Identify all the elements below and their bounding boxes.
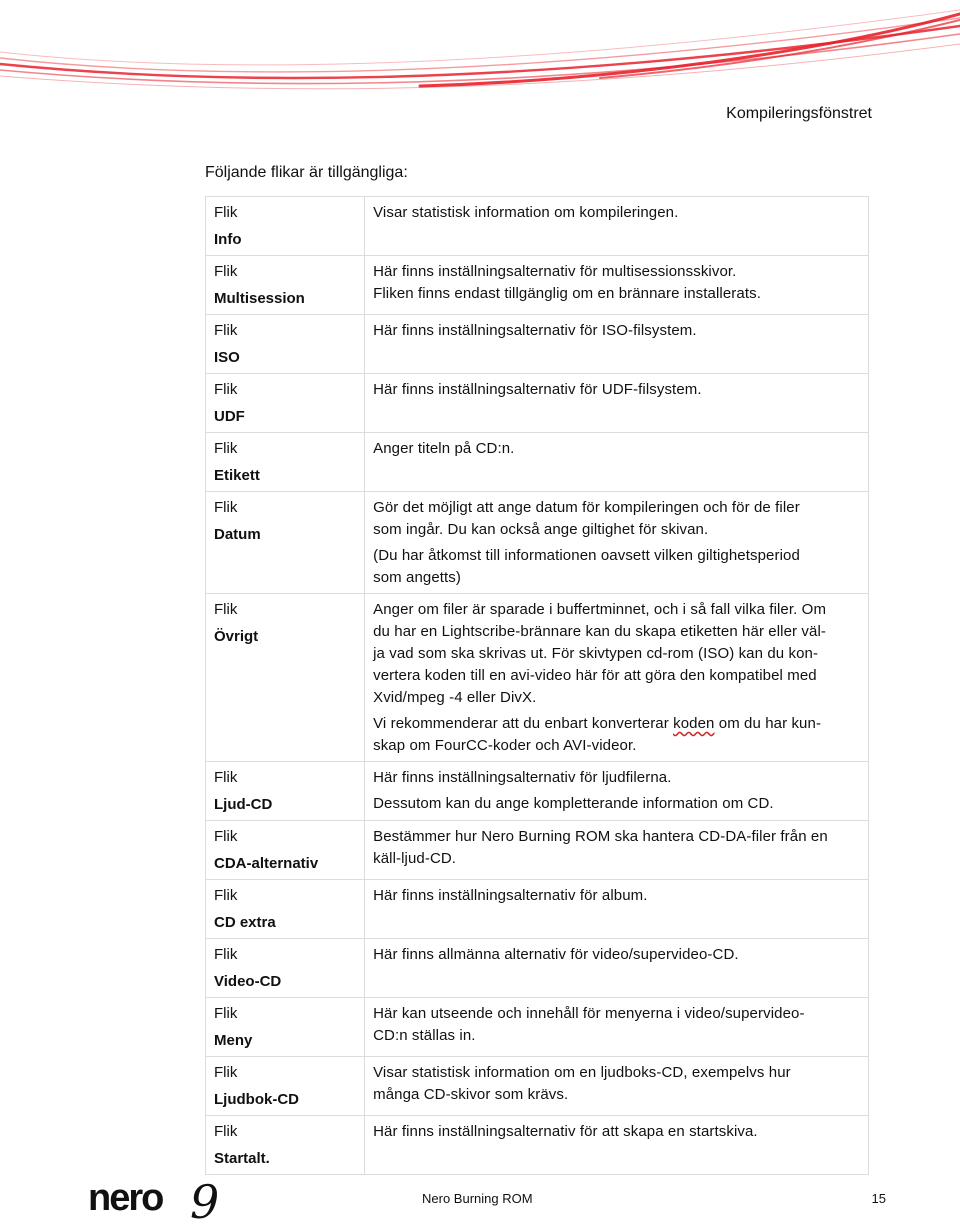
table-row — [206, 762, 869, 821]
svg-text:nero: nero — [88, 1177, 163, 1219]
flik-label: Flik — [214, 1123, 238, 1140]
description-line: CD:n ställas in. — [373, 1027, 476, 1044]
description-line: Här kan utseende och innehåll för menyerna i video/supervideo- — [373, 1005, 805, 1022]
tab-name-cell — [206, 315, 365, 374]
page-number: 15 — [871, 1191, 886, 1206]
flik-label: Flik — [214, 440, 238, 457]
tab-description-cell — [365, 880, 869, 939]
table-row — [206, 433, 869, 492]
tab-name: Ljud-CD — [214, 796, 273, 813]
header-swoosh-graphic — [0, 0, 960, 100]
flik-label: Flik — [214, 946, 238, 963]
tab-name: Video-CD — [214, 973, 282, 990]
description-line: som ingår. Du kan också ange giltighet för skivan. — [373, 521, 709, 538]
tab-name-cell — [206, 821, 365, 880]
flik-label: Flik — [214, 381, 238, 398]
tab-name-cell — [206, 256, 365, 315]
tab-description-cell — [365, 197, 869, 256]
tab-description-cell — [365, 998, 869, 1057]
table-row — [206, 939, 869, 998]
flik-label: Flik — [214, 204, 238, 221]
description-text: om du har kun- — [714, 715, 822, 732]
description-line: (Du har åtkomst till informationen oavsett vilken giltighetsperiod — [373, 547, 800, 564]
tab-description-cell — [365, 1057, 869, 1116]
intro-text: Följande flikar är tillgängliga: — [205, 164, 408, 181]
description-text: Vi rekommenderar att du enbart konverterar — [373, 715, 674, 732]
section-title: Kompileringsfönstret — [726, 105, 872, 122]
tab-description-cell — [365, 492, 869, 594]
flik-label: Flik — [214, 499, 238, 516]
svg-text:9: 9 — [190, 1176, 220, 1224]
description-line: Gör det möjligt att ange datum för kompileringen och för de filer — [373, 499, 800, 516]
description-line: Här finns inställningsalternativ för UDF-filsystem. — [373, 381, 702, 398]
flik-label: Flik — [214, 1064, 238, 1081]
spellcheck-marked-word: koden — [673, 715, 715, 732]
tab-name: Övrigt — [214, 628, 259, 645]
flik-label: Flik — [214, 887, 238, 904]
tab-name: Datum — [214, 526, 261, 543]
table-row — [206, 998, 869, 1057]
tab-name: UDF — [214, 408, 245, 425]
flik-label: Flik — [214, 1005, 238, 1022]
description-line: Här finns inställningsalternativ för ljudfilerna. — [373, 769, 672, 786]
description-line — [373, 713, 860, 735]
table-row — [206, 197, 869, 256]
description-line: som angetts) — [373, 569, 461, 586]
description-line: vertera koden till en avi-video här för att göra den kompatibel med — [373, 667, 817, 684]
tab-name: Startalt. — [214, 1150, 270, 1167]
tab-description-cell — [365, 256, 869, 315]
flik-label: Flik — [214, 263, 238, 280]
table-row — [206, 1057, 869, 1116]
tab-description-cell — [365, 594, 869, 762]
tab-description-cell — [365, 433, 869, 492]
flik-label: Flik — [214, 322, 238, 339]
description-line: Fliken finns endast tillgänglig om en brännare installerats. — [373, 285, 761, 302]
tab-name-cell — [206, 594, 365, 762]
description-line: Dessutom kan du ange kompletterande information om CD. — [373, 795, 774, 812]
flik-label: Flik — [214, 601, 238, 618]
table-row — [206, 256, 869, 315]
tab-description-cell — [365, 821, 869, 880]
tab-name: Info — [214, 231, 242, 248]
description-line: Anger om filer är sparade i buffertminnet, och i så fall vilka filer. Om — [373, 601, 827, 618]
description-line: Här finns inställningsalternativ för multisessionsskivor. — [373, 263, 737, 280]
description-line: käll-ljud-CD. — [373, 850, 457, 867]
tab-name: Etikett — [214, 467, 260, 484]
description-line: många CD-skivor som krävs. — [373, 1086, 569, 1103]
table-row — [206, 880, 869, 939]
tab-name-cell — [206, 998, 365, 1057]
tab-description-cell — [365, 374, 869, 433]
description-line: Visar statistisk information om kompileringen. — [373, 204, 679, 221]
description-line: ja vad som ska skrivas ut. För skivtypen cd-rom (ISO) kan du kon- — [373, 645, 819, 662]
tab-name-cell — [206, 492, 365, 594]
tab-name: CD extra — [214, 914, 276, 931]
tab-name: Meny — [214, 1032, 253, 1049]
tab-name: CDA-alternativ — [214, 855, 319, 872]
description-line: du har en Lightscribe-brännare kan du skapa etiketten här eller väl- — [373, 623, 826, 640]
description-line: Här finns inställningsalternativ för ISO-filsystem. — [373, 322, 697, 339]
table-row — [206, 594, 869, 762]
description-line: Xvid/mpeg -4 eller DivX. — [373, 689, 537, 706]
tab-name-cell — [206, 880, 365, 939]
description-line: Här finns allmänna alternativ för video/supervideo-CD. — [373, 946, 739, 963]
flik-label: Flik — [214, 769, 238, 786]
tab-description-cell — [365, 939, 869, 998]
tab-name: ISO — [214, 349, 240, 366]
description-line: Visar statistisk information om en ljudboks-CD, exempelvs hur — [373, 1064, 791, 1081]
tabs-table — [205, 196, 869, 1175]
description-line: Här finns inställningsalternativ för album. — [373, 887, 648, 904]
tab-description-cell — [365, 1116, 869, 1175]
table-row — [206, 374, 869, 433]
description-line: skap om FourCC-koder och AVI-videor. — [373, 737, 637, 754]
table-row — [206, 315, 869, 374]
table-row — [206, 1116, 869, 1175]
table-row — [206, 492, 869, 594]
tab-name: Ljudbok-CD — [214, 1091, 299, 1108]
tab-description-cell — [365, 762, 869, 821]
nero-9-logo — [88, 1176, 228, 1224]
footer-product-name: Nero Burning ROM — [422, 1191, 533, 1206]
tab-name-cell — [206, 1116, 365, 1175]
tab-description-cell — [365, 315, 869, 374]
tab-name-cell — [206, 1057, 365, 1116]
tab-name-cell — [206, 433, 365, 492]
description-line: Här finns inställningsalternativ för att skapa en startskiva. — [373, 1123, 758, 1140]
flik-label: Flik — [214, 828, 238, 845]
tab-name-cell — [206, 374, 365, 433]
tab-name: Multisession — [214, 290, 305, 307]
table-row — [206, 821, 869, 880]
description-line: Anger titeln på CD:n. — [373, 440, 515, 457]
description-line: Bestämmer hur Nero Burning ROM ska hantera CD-DA-filer från en — [373, 828, 828, 845]
tab-name-cell — [206, 197, 365, 256]
tab-name-cell — [206, 939, 365, 998]
tab-name-cell — [206, 762, 365, 821]
